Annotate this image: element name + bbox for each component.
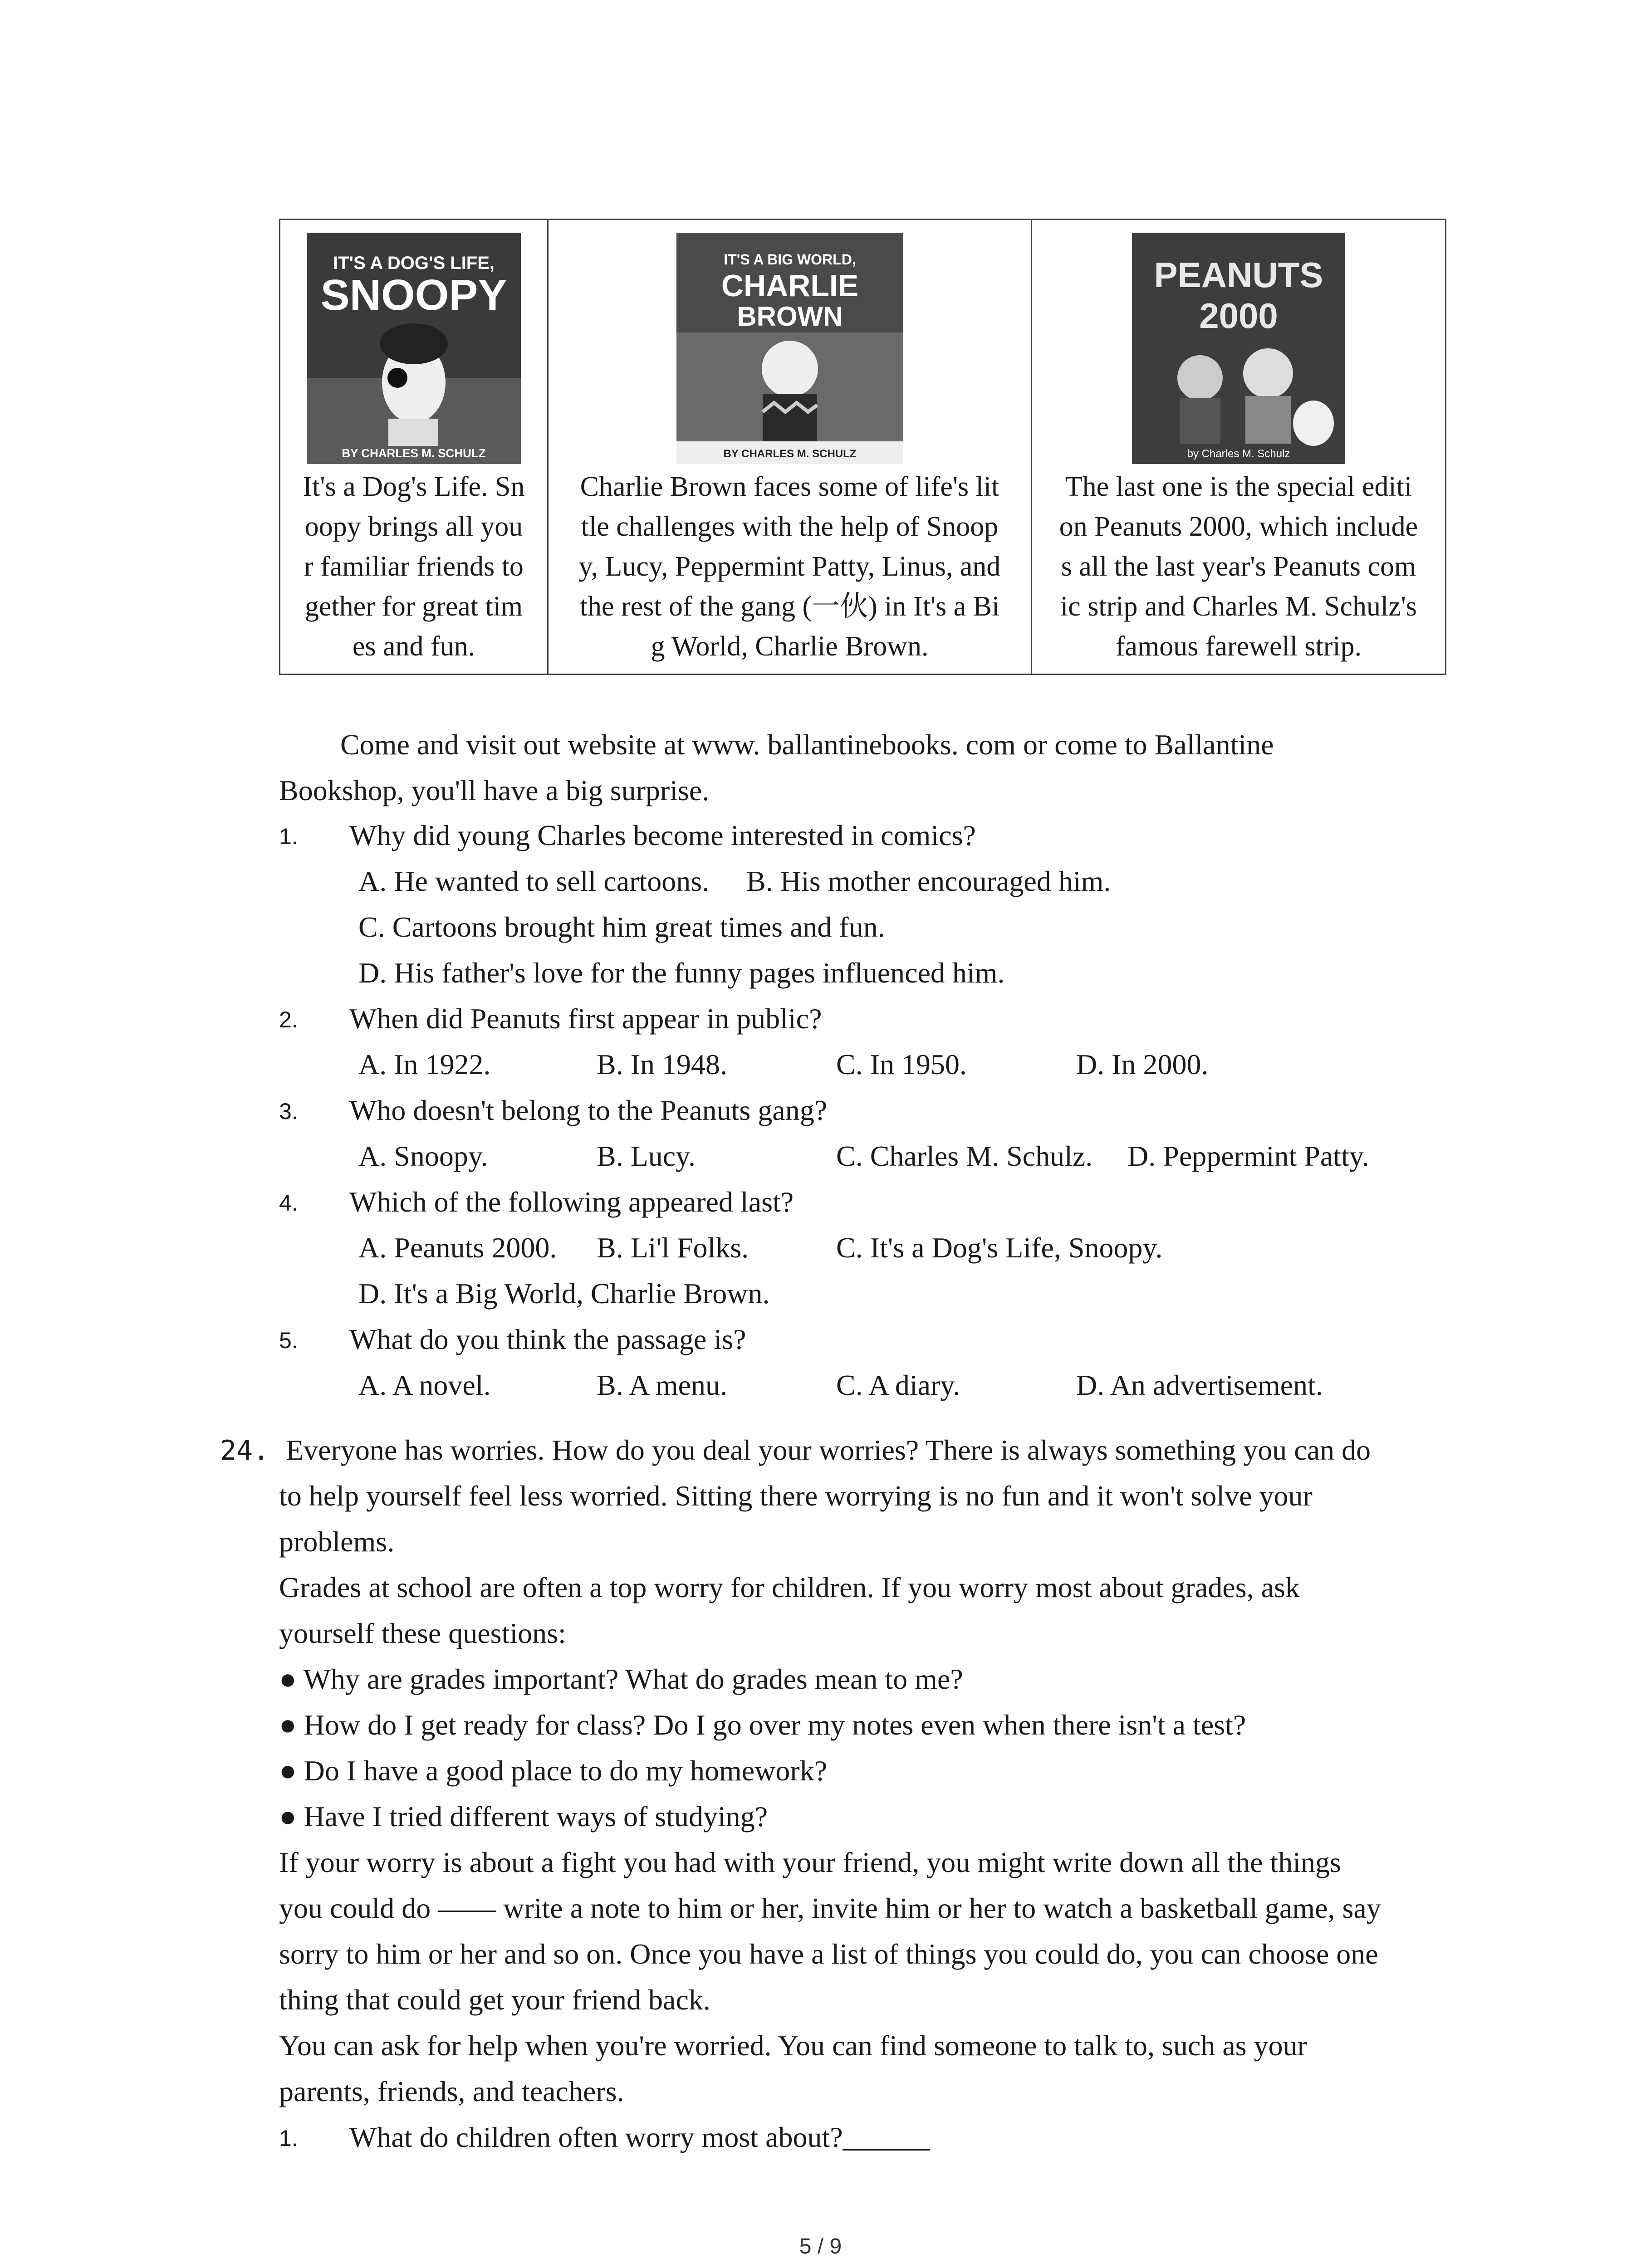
question-text: Who doesn't belong to the Peanuts gang? — [349, 1094, 828, 1126]
passage-line: You can ask for help when you're worried. You can find someone to talk to, such as your — [279, 2029, 1307, 2062]
description-line: g World, Charlie Brown. — [651, 631, 929, 662]
description-line: It's a Dog's Life. Sn — [303, 471, 525, 502]
description-line: y, Lucy, Peppermint Patty, Linus, and — [578, 551, 1001, 582]
answer-option: A. In 1922. — [358, 1048, 491, 1080]
cover-title-line: IT'S A DOG'S LIFE, — [333, 253, 495, 273]
question-number: 1. — [279, 824, 298, 849]
book-cell-snoopy — [280, 220, 548, 675]
book-description — [549, 464, 1031, 666]
charlie-brown-book-cover-image — [676, 233, 903, 464]
answer-option: A. Snoopy. — [358, 1140, 488, 1172]
answer-option: D. Peppermint Patty. — [1127, 1140, 1369, 1172]
answer-option: B. Lucy. — [597, 1140, 696, 1172]
question-text: Why did young Charles become interested in comics? — [349, 819, 976, 851]
description-line: tle challenges with the help of Snoop — [581, 511, 999, 542]
question-text: What do you think the passage is? — [349, 1323, 746, 1355]
description-line: es and fun. — [352, 631, 475, 662]
question-text: Which of the following appeared last? — [349, 1186, 794, 1218]
answer-option: B. His mother encouraged him. — [746, 865, 1111, 897]
cover-author: BY CHARLES M. SCHULZ — [723, 448, 856, 460]
description-line: the rest of the gang (一伙) in It's a Bi — [579, 591, 1000, 622]
passage-line: yourself these questions: — [279, 1617, 566, 1649]
question-text: When did Peanuts first appear in public? — [349, 1002, 822, 1035]
page-number: 5 / 9 — [799, 2234, 842, 2258]
snoopy-book-cover-image — [307, 233, 521, 464]
passage-line: thing that could get your friend back. — [279, 1984, 710, 2016]
closing-line: Come and visit out website at www. ballantinebooks. com or come to Ballantine — [340, 728, 1274, 761]
answer-option: B. In 1948. — [597, 1048, 727, 1080]
question-number: 4. — [279, 1190, 298, 1216]
cover-author: BY CHARLES M. SCHULZ — [342, 446, 486, 460]
answer-option: C. A diary. — [836, 1369, 960, 1401]
peanuts-2000-book-cover-image — [1132, 233, 1345, 464]
description-line: Charlie Brown faces some of life's lit — [580, 471, 999, 502]
answer-option: C. In 1950. — [836, 1048, 967, 1080]
description-line: The last one is the special editi — [1065, 471, 1412, 502]
answer-option: A. A novel. — [358, 1369, 491, 1401]
answer-option: D. His father's love for the funny pages influenced him. — [358, 957, 1005, 989]
book-table — [279, 219, 1446, 675]
bullet-line: ● Do I have a good place to do my homework? — [279, 1755, 828, 1787]
answer-option: D. In 2000. — [1076, 1048, 1209, 1080]
cover-author: by Charles M. Schulz — [1187, 448, 1290, 460]
answer-option: C. Cartoons brought him great times and fun. — [358, 911, 885, 943]
answer-option: A. He wanted to sell cartoons. — [358, 865, 710, 897]
question-number: 1. — [279, 2126, 298, 2151]
description-line: oopy brings all you — [304, 511, 523, 542]
passage-line: parents, friends, and teachers. — [279, 2075, 624, 2107]
cover-title-line: SNOOPY — [320, 271, 507, 319]
passage-line: problems. — [279, 1525, 395, 1558]
cover-title-line: 2000 — [1199, 296, 1278, 336]
bullet-line: ● Have I tried different ways of studying? — [279, 1800, 768, 1833]
cover-title-line: PEANUTS — [1154, 255, 1323, 295]
book-cell-charlie-brown — [548, 220, 1032, 675]
description-line: on Peanuts 2000, which include — [1059, 511, 1418, 542]
question-number: 5. — [279, 1328, 298, 1353]
passage-line: you could do —— write a note to him or her, invite him or her to watch a basketball game, say — [279, 1892, 1381, 1924]
passage-line: sorry to him or her and so on. Once you have a list of things you could do, you can choose one — [279, 1938, 1378, 1970]
bullet-line: ● How do I get ready for class? Do I go over my notes even when there isn't a test? — [279, 1709, 1246, 1741]
passage-line: Grades at school are often a top worry for children. If you worry most about grades, ask — [279, 1571, 1300, 1603]
book-description — [1032, 464, 1445, 666]
description-line: s all the last year's Peanuts com — [1061, 551, 1416, 582]
answer-option: D. An advertisement. — [1076, 1369, 1323, 1401]
answer-option: A. Peanuts 2000. — [358, 1232, 557, 1264]
question-number: 2. — [279, 1007, 298, 1032]
answer-option: B. A menu. — [597, 1369, 728, 1401]
bullet-line: ● Why are grades important? What do grades mean to me? — [279, 1663, 963, 1695]
answer-option: C. Charles M. Schulz. — [836, 1140, 1093, 1172]
description-line: famous farewell strip. — [1115, 631, 1362, 662]
book-cell-peanuts-2000 — [1032, 220, 1446, 675]
question-number: 3. — [279, 1099, 298, 1124]
description-line: ic strip and Charles M. Schulz's — [1060, 591, 1417, 622]
passage-line: If your worry is about a fight you had with your friend, you might write down all the things — [279, 1846, 1341, 1878]
description-line: gether for great tim — [304, 591, 523, 622]
closing-line: Bookshop, you'll have a big surprise. — [279, 774, 710, 807]
passage-line: to help yourself feel less worried. Sitting there worrying is no fun and it won't solve your — [279, 1480, 1313, 1512]
book-description — [280, 464, 547, 666]
question-text: What do children often worry most about?______ — [349, 2121, 930, 2153]
answer-option: D. It's a Big World, Charlie Brown. — [358, 1277, 770, 1310]
answer-option: B. Li'l Folks. — [597, 1232, 749, 1264]
cover-title-line: IT'S A BIG WORLD, — [723, 251, 856, 268]
answer-option: C. It's a Dog's Life, Snoopy. — [836, 1232, 1163, 1264]
passage-line: Everyone has worries. How do you deal your worries? There is always something you can do — [286, 1434, 1371, 1466]
cover-title-line: CHARLIE — [721, 269, 858, 303]
cover-title-line: BROWN — [736, 301, 843, 332]
description-line: r familiar friends to — [304, 551, 524, 582]
item-number: 24. — [220, 1435, 269, 1466]
